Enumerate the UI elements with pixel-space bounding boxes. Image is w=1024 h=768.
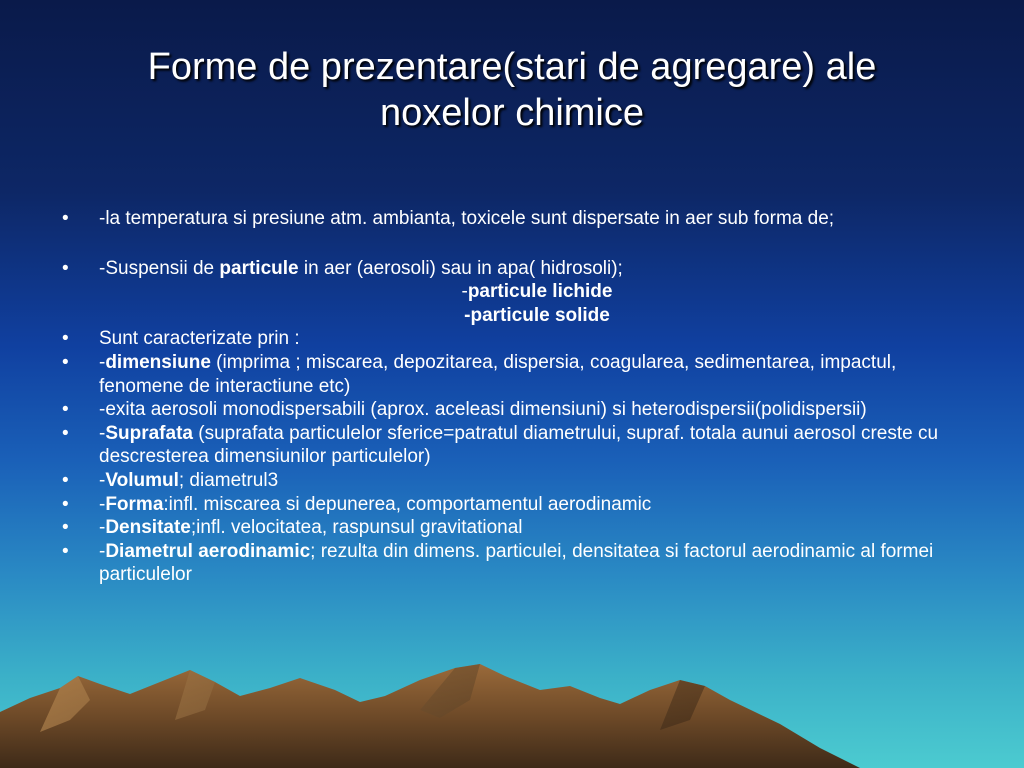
list-item: [62, 422, 972, 469]
item-bold-text: Densitate: [105, 517, 191, 539]
item-bold-text: Suprafata: [105, 422, 193, 444]
list-item: [62, 540, 972, 587]
bullet-list: [62, 207, 972, 587]
item-text: in aer (aerosoli) sau in apa( hidrosoli);: [298, 257, 623, 279]
list-item: [62, 516, 972, 540]
item-text: -exita aerosoli monodispersabili (aprox. aceleasi dimensiuni) si heterodispersii(polidispersii): [99, 399, 867, 421]
mountain-range: [0, 664, 860, 768]
item-text: (imprima ; miscarea, depozitarea, dispersia, coagularea, sedimentarea, impactul, fenomene de interactiune etc): [99, 351, 897, 397]
item-bold-text: Volumul: [105, 469, 179, 491]
title-line-2: noxelor chimice: [380, 92, 644, 134]
list-item: [62, 469, 972, 493]
item-text: :infl. miscarea si depunerea, comportamentul aerodinamic: [163, 493, 652, 515]
item-bold-text: Forma: [105, 493, 164, 515]
title-line-1: Forme de prezentare(stari de agregare) ale: [147, 46, 877, 88]
sub-line: [62, 280, 972, 304]
bullet-icon: •: [62, 257, 69, 279]
item-text: -: [99, 493, 106, 515]
item-bold-text: particule: [219, 257, 299, 279]
item-text: -la temperatura si presiune atm. ambianta, toxicele sunt dispersate in aer sub forma de;: [99, 208, 835, 229]
sub-line: [62, 304, 972, 328]
bullet-icon: •: [62, 399, 69, 421]
item-text: -: [99, 469, 106, 491]
sub-line-bold: particule lichide: [467, 281, 613, 303]
list-item: [62, 257, 972, 281]
bullet-icon: •: [62, 422, 69, 444]
bullet-icon: •: [62, 469, 69, 491]
bullet-icon: •: [62, 351, 69, 373]
slide-title: [60, 44, 964, 136]
mountains-decoration: [0, 640, 1024, 768]
list-item: [62, 493, 972, 517]
list-item: [62, 327, 972, 351]
bullet-icon: •: [62, 208, 69, 229]
item-bold-text: Diametrul aerodinamic: [105, 540, 311, 562]
item-text: (suprafata particulelor sferice=patratul diametrului, supraf. totala aunui aerosol creste cu descresterea dimensiunilor particulelor): [99, 422, 939, 468]
bullet-icon: •: [62, 328, 69, 350]
item-text: ; diametrul3: [178, 469, 279, 491]
item-text: -: [99, 517, 106, 539]
list-item: [62, 207, 972, 231]
list-item: [62, 398, 972, 422]
item-text: -: [99, 422, 106, 444]
item-text: -: [99, 540, 106, 562]
sub-line-dash: -: [461, 281, 468, 303]
sub-line-bold: -particule solide: [464, 304, 610, 326]
bullet-icon: •: [62, 517, 69, 539]
item-bold-text: dimensiune: [105, 351, 211, 373]
item-text: ;infl. velocitatea, raspunsul gravitational: [190, 517, 523, 539]
item-text: ; rezulta din dimens. particulei, densitatea si factorul aerodinamic al formei particulelor: [99, 540, 934, 586]
bullet-icon: •: [62, 493, 69, 515]
item-text: -: [99, 351, 106, 373]
item-text: -Suspensii de: [99, 257, 220, 279]
bullet-icon: •: [62, 540, 69, 562]
spacer: [62, 231, 972, 257]
list-item: [62, 351, 972, 398]
item-text: Sunt caracterizate prin :: [99, 328, 300, 350]
